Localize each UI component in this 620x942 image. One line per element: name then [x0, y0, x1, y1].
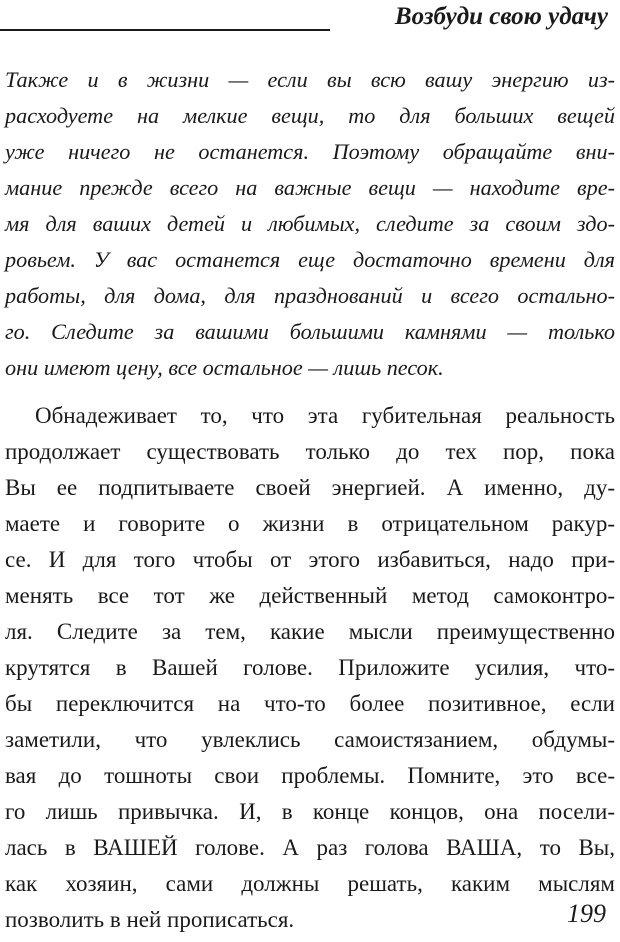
italic-quote-block: [5, 62, 615, 386]
quote-line: уже ничего не останется. Поэтому обращайте вни-: [5, 139, 615, 164]
quote-line: они имеют цену, все остальное — лишь песок.: [5, 355, 444, 380]
body-line: крутятся в Вашей голове. Приложите усилия, что-: [5, 655, 615, 680]
quote-line: ровьем. У вас останется еще достаточно времени для: [5, 247, 615, 272]
header-rule: [0, 29, 330, 31]
quote-line: мание прежде всего на важные вещи — находите вре-: [5, 175, 615, 200]
body-line: ля. Следите за тем, какие мысли преимущественно: [5, 619, 615, 644]
body-line: Вы ее подпитываете своей энергией. А именно, ду-: [5, 475, 615, 500]
quote-line: мя для ваших детей и любимых, следите за своим здо-: [5, 211, 615, 236]
body-line: се. И для того чтобы от этого избавиться, надо при-: [5, 547, 615, 572]
quote-line: расходуете на мелкие вещи, то для больших вещей: [5, 103, 615, 128]
quote-line: го. Следите за вашими большими камнями — только: [5, 319, 615, 344]
header-title: Возбуди свою удачу: [394, 3, 608, 30]
body-line: Обнадеживает то, что эта губительная реальность: [35, 403, 615, 428]
body-line: заметили, что увлеклись самоистязанием, обдумы-: [5, 727, 615, 752]
body-line: го лишь привычка. И, в конце концов, она посели-: [5, 799, 615, 824]
body-paragraph: [5, 398, 615, 938]
running-header: [0, 0, 620, 40]
page-number: 199: [567, 899, 606, 928]
body-line: бы переключится на что-то более позитивное, если: [5, 691, 615, 716]
body-line: лась в ВАШЕЙ голове. А раз голова ВАША, то Вы,: [5, 835, 615, 860]
quote-line: Также и в жизни — если вы всю вашу энергию из-: [5, 67, 615, 92]
body-line: вая до тошноты свои проблемы. Помните, это все-: [5, 763, 615, 788]
quote-line: работы, для дома, для празднований и всего остально-: [5, 283, 615, 308]
body-line: позволить в ней прописаться.: [5, 907, 295, 932]
body-line: как хозяин, сами должны решать, каким мыслям: [5, 871, 615, 896]
body-line: продолжает существовать только до тех пор, пока: [5, 439, 615, 464]
body-line: менять все тот же действенный метод самоконтро-: [5, 583, 615, 608]
body-line: маете и говорите о жизни в отрицательном ракур-: [5, 511, 615, 536]
